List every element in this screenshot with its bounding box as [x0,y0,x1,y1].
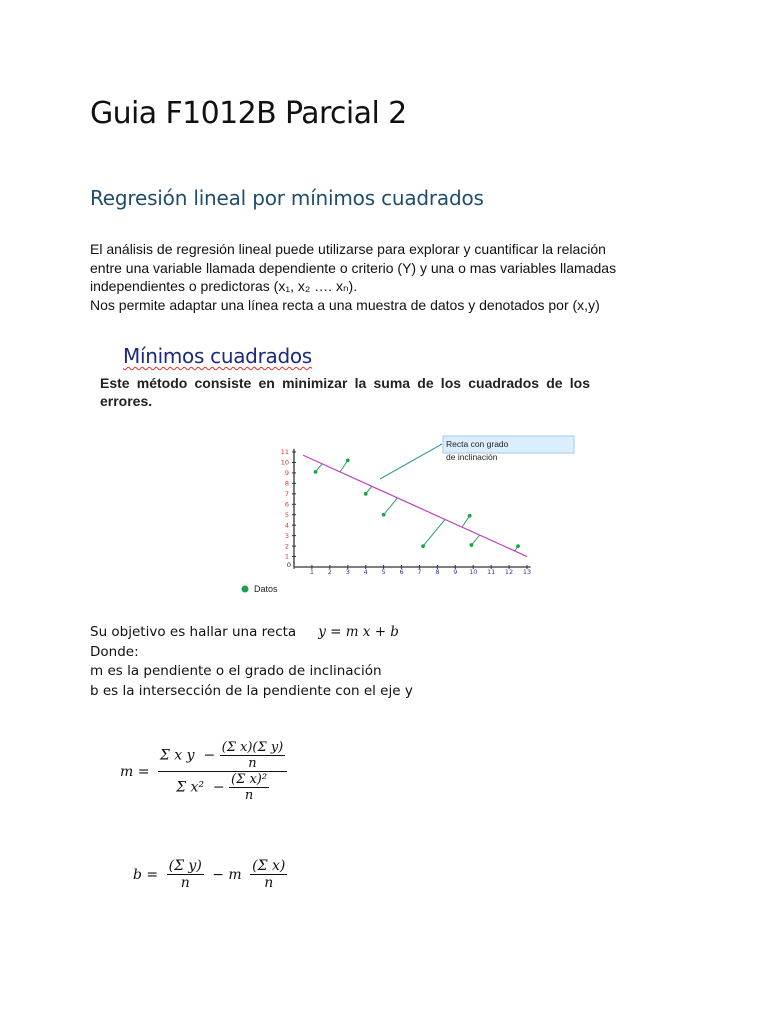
legend [242,584,279,594]
donde-label: Donde: [90,643,139,660]
formula-b-lhs: b = [133,866,159,883]
x-tick-label: 5 [381,568,386,576]
x-tick-label: 11 [487,568,496,576]
formula-sum-xy: Σ x y [159,747,195,764]
x-tick-label: 2 [327,568,332,576]
x-tick-label: 12 [504,568,514,576]
residual-line [423,519,445,546]
figure-title: Mínimos cuadrados [123,344,312,368]
section-heading: Regresión lineal por mínimos cuadrados [90,186,484,210]
intro-line: Nos permite adaptar una línea recta a una muestra de datos y denotados por (x,y) [90,296,600,313]
y-tick-label: 11 [280,448,289,457]
y-tick-label: 3 [284,531,289,540]
y-tick-label: 6 [284,500,289,509]
data-point [382,513,386,517]
residual-line [340,460,348,472]
chart-axes [281,448,531,576]
data-point [364,492,368,496]
objective-section [90,623,413,701]
y-tick-label: 9 [284,469,289,478]
page-title: Guia F1012B Parcial 2 [90,96,407,131]
x-tick-label: 8 [435,568,440,576]
b-definition: b es la intersección de la pendiente con el eje y [90,682,413,699]
data-point [470,543,474,547]
intro-line: independientes o predictoras (x₁, x₂ …. xₙ). [90,278,358,294]
least-squares-figure [90,333,592,601]
y-tick-label: 2 [284,542,289,551]
intro-paragraph [90,240,690,314]
formula-m: m = Σ x y − $\frac{\text{(Σ x)(Σ y)}}{n}$ Σ x² − $\frac{\text{(Σ x)²}}{n}$ [120,740,287,803]
x-tick-label: 4 [363,568,368,576]
fit-line-path [303,455,527,556]
legend-label: Datos [254,584,278,594]
x-tick-label: 6 [399,568,404,576]
residual-line [384,498,398,515]
callout-text: Recta con grado [446,439,509,449]
x-tick-label: 9 [453,568,458,576]
objective-text: Su objetivo es hallar una recta [90,624,297,640]
y-tick-label: 10 [280,458,289,467]
callout [380,436,574,479]
callout-text: de inclinación [446,452,498,462]
x-tick-label: 13 [522,568,532,576]
x-tick-label: 3 [345,568,350,576]
objective-equation: y = m x + b [318,624,399,640]
intro-line: entre una variable llamada dependiente o criterio (Y) y una o mas variables llamadas [90,259,617,276]
x-tick-label: 1 [309,568,314,576]
data-point [346,458,350,462]
formula-b: b = $\frac{\text{(Σ y)}}{n}$ − m $\frac{\text{(Σ x)}}{n}$ [133,858,286,891]
intro-line: El análisis de regresión lineal puede utilizarse para explorar y cuantificar la relación [90,241,606,257]
x-tick-label: 7 [417,568,422,576]
data-point [314,470,318,474]
x-tick-label: 10 [469,568,478,576]
data-points [314,458,520,548]
y-tick-label: 1 [284,552,289,561]
m-definition: m es la pendiente o el grado de inclinación [90,663,382,679]
residual-line [462,516,470,527]
y-tick-label: 7 [284,490,289,499]
formula-sum-x2: Σ x² [176,779,204,796]
y-tick-label: 5 [284,510,289,519]
formula-m-lhs: m = [120,763,150,780]
fit-line [303,455,527,556]
residual-line [471,535,479,545]
y-tick-label: 8 [284,479,289,488]
data-point [516,544,520,548]
figure-description: Este método consiste en minimizar la suma de los cuadrados de los errores. [100,375,590,409]
y-tick-label: 4 [284,521,289,530]
legend-marker [242,586,249,593]
data-point [421,544,425,548]
x-tick-label: 0 [286,561,292,569]
scatter-chart [90,333,592,601]
data-point [468,514,472,518]
